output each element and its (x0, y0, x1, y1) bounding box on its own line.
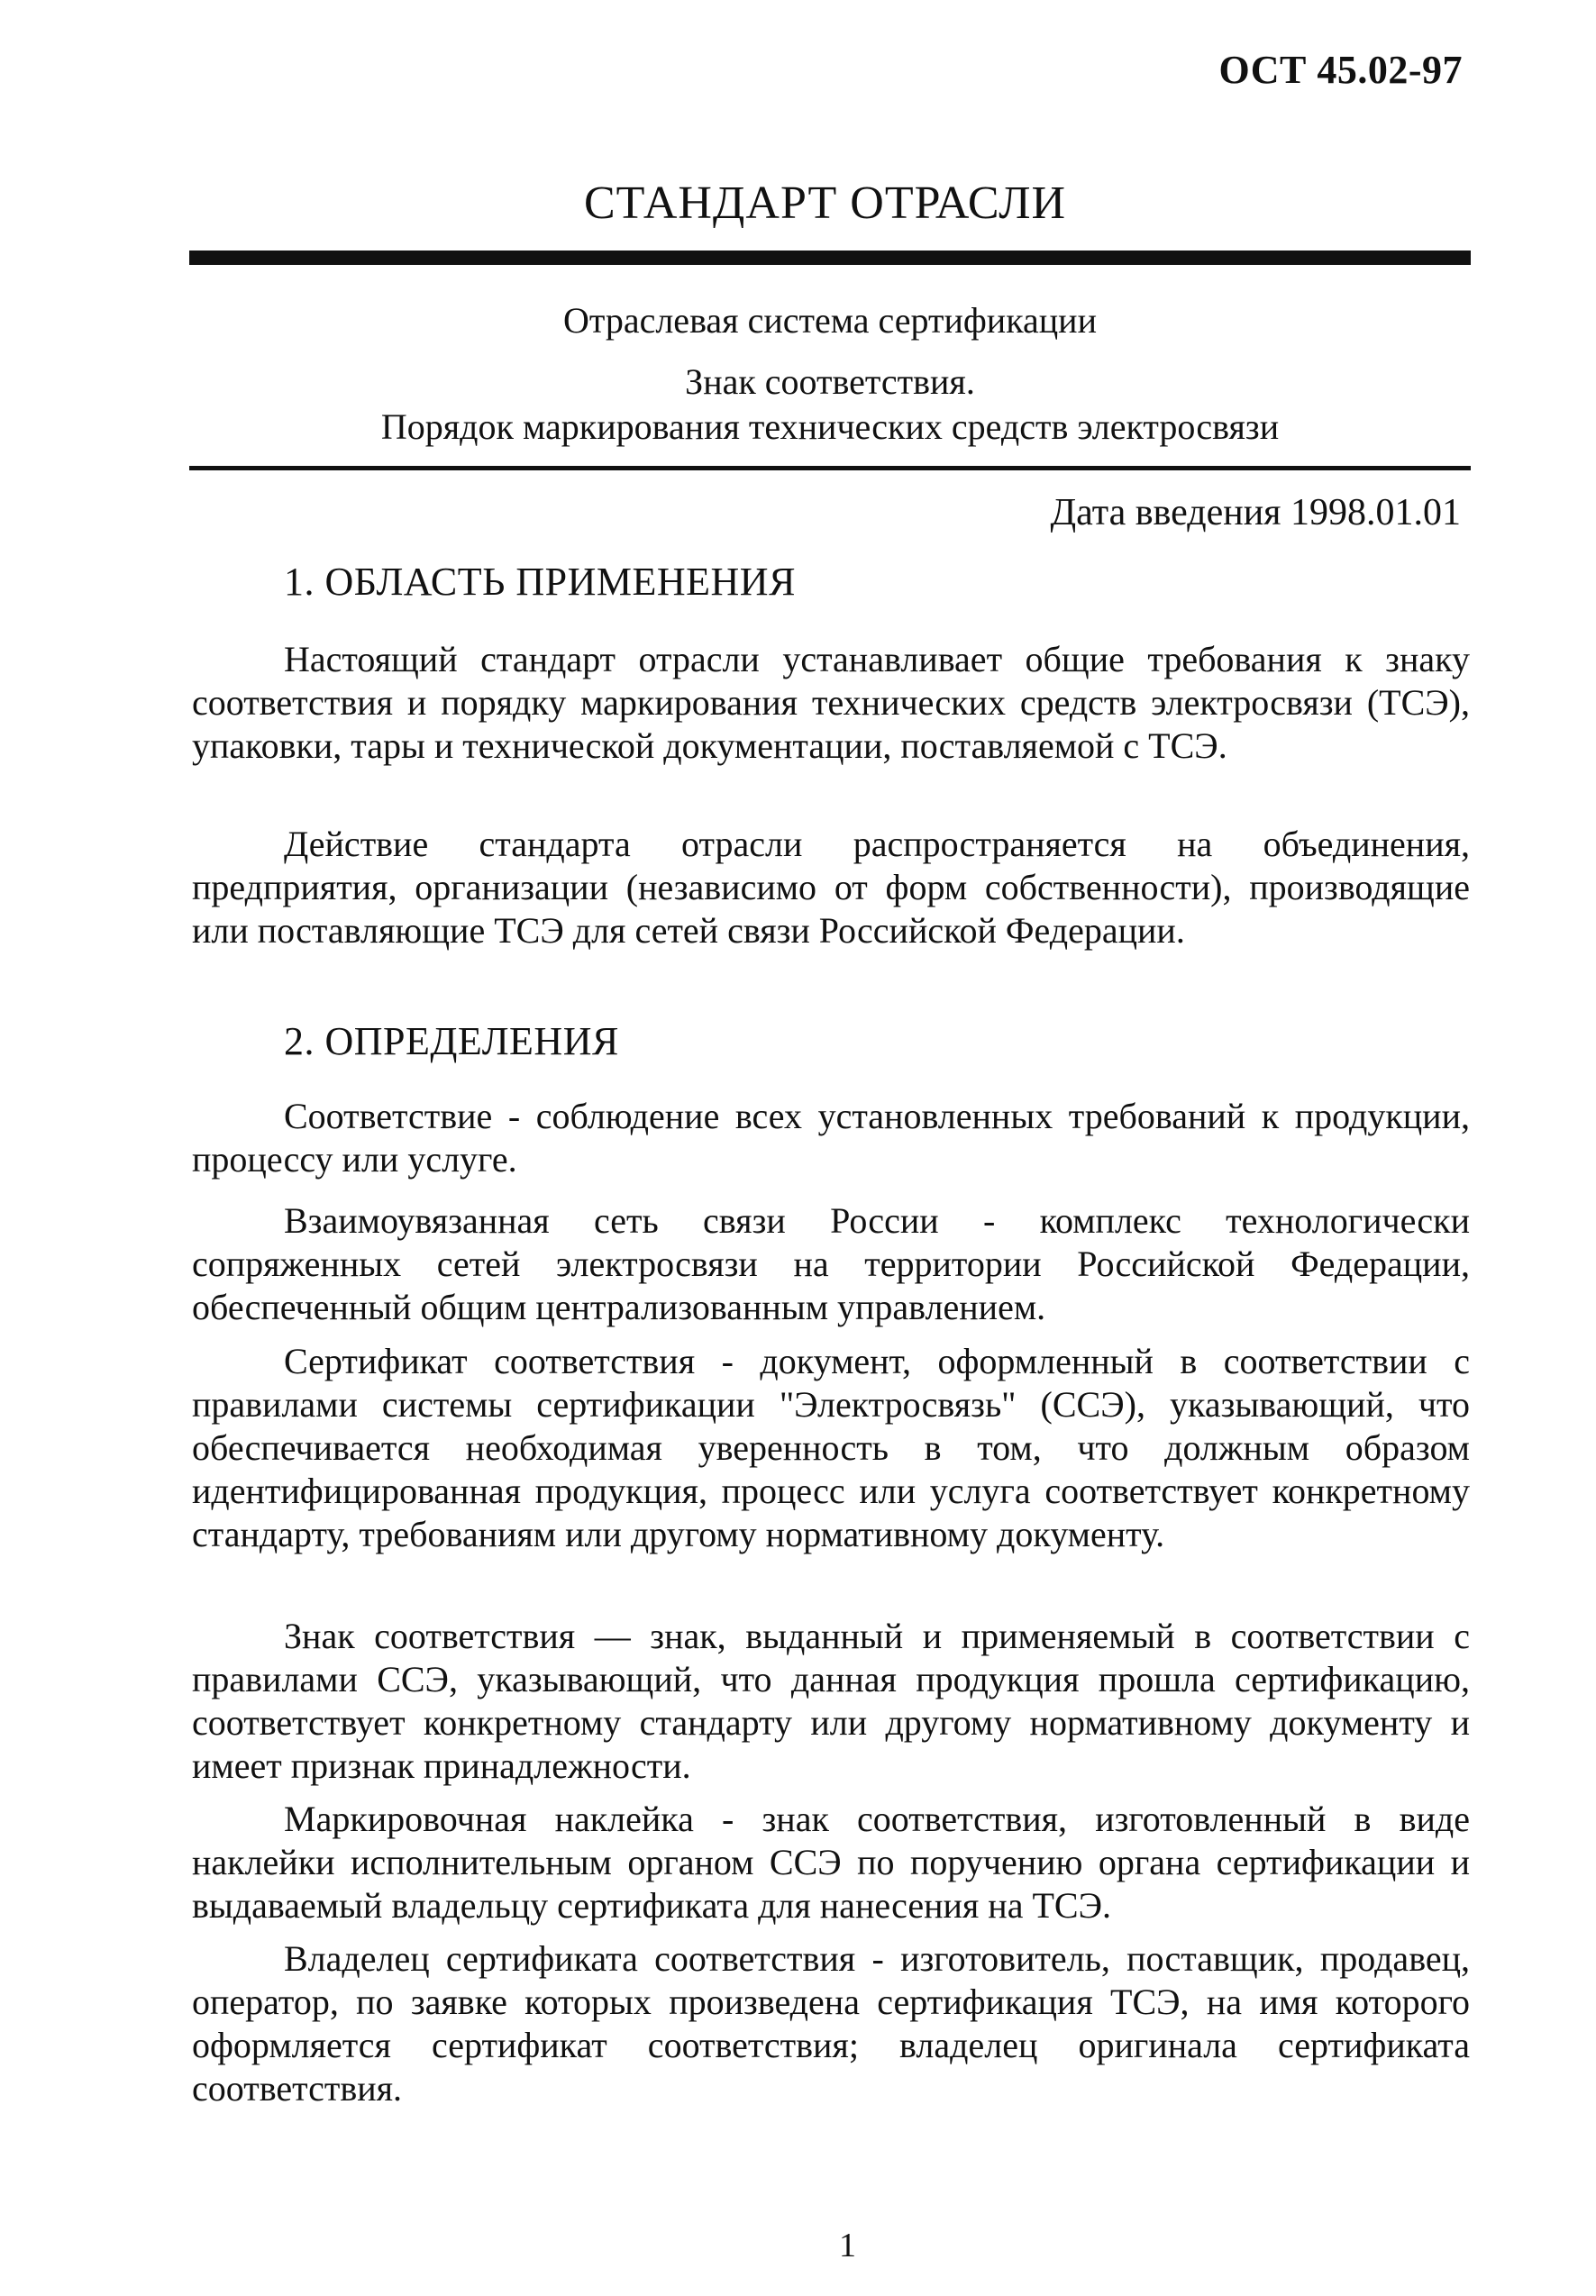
title-rule-thick (189, 251, 1471, 265)
paragraph-scope-2: Действие стандарта отрасли распространяется на объединения, предприятия, организации (независимо от форм собственности), производящие или поставляющие ТСЭ для сетей связи Российской Федерации. (192, 824, 1470, 951)
subtitle-line-3: Порядок маркирования технических средств электросвязи (380, 406, 1280, 447)
paragraph-definition-label: Маркировочная наклейка - знак соответствия, изготовленный в виде наклейки исполнительным органом ССЭ по поручению органа сертификации и выдаваемый владельцу сертификата для нанесения на ТСЭ. (192, 1799, 1470, 1926)
paragraph-definition-mark: Знак соответствия — знак, выданный и применяемый в соответствии с правилами ССЭ, указывающий, что данная продукция прошла сертификацию, соответствует конкретному стандарту или другому нормативному документу и имеет признак принадлежности. (192, 1616, 1470, 1786)
section-heading-definitions: 2. ОПРЕДЕЛЕНИЯ (284, 1019, 619, 1063)
subtitle-line-1: Отраслевая система сертификации (562, 300, 1097, 341)
page-number: 1 (839, 2227, 856, 2264)
standard-title: СТАНДАРТ ОТРАСЛИ (583, 178, 1067, 229)
paragraph-scope-1: Настоящий стандарт отрасли устанавливает общие требования к знаку соответствия и порядку маркирования технических средств электросвязи (ТСЭ), упаковки, тары и технической документации, поставляемой с ТСЭ. (192, 639, 1470, 766)
introduction-date: Дата введения 1998.01.01 (1050, 492, 1461, 533)
paragraph-definition-owner: Владелец сертификата соответствия - изготовитель, поставщик, продавец, оператор, по заявке которых произведена сертификация ТСЭ, на имя которого оформляется сертификат соответствия; владелец оригинала сертификата соответствия. (192, 1938, 1470, 2109)
subtitle-line-2: Знак соответствия. (685, 361, 975, 402)
document-code: ОСТ 45.02-97 (1218, 48, 1463, 92)
paragraph-definition-conformity: Соответствие - соблюдение всех установленных требований к продукции, процессу или услуге. (192, 1096, 1470, 1180)
paragraph-definition-certificate: Сертификат соответствия - документ, оформленный в соответствии с правилами системы сертификации "Электросвязь" (ССЭ), указывающий, что обеспечивается необходимая уверенность в том, что должным образом идентифицированная продукция, процесс или услуга соответствует конкретному стандарту, требованиям или другому нормативному документу. (192, 1341, 1470, 1554)
section-heading-scope: 1. ОБЛАСТЬ ПРИМЕНЕНИЯ (284, 560, 796, 604)
paragraph-definition-network: Взаимоувязанная сеть связи России - комплекс технологически сопряженных сетей электросвязи на территории Российской Федерации, обеспеченный общим централизованным управлением. (192, 1200, 1470, 1327)
subtitle-rule-thin (189, 466, 1471, 470)
